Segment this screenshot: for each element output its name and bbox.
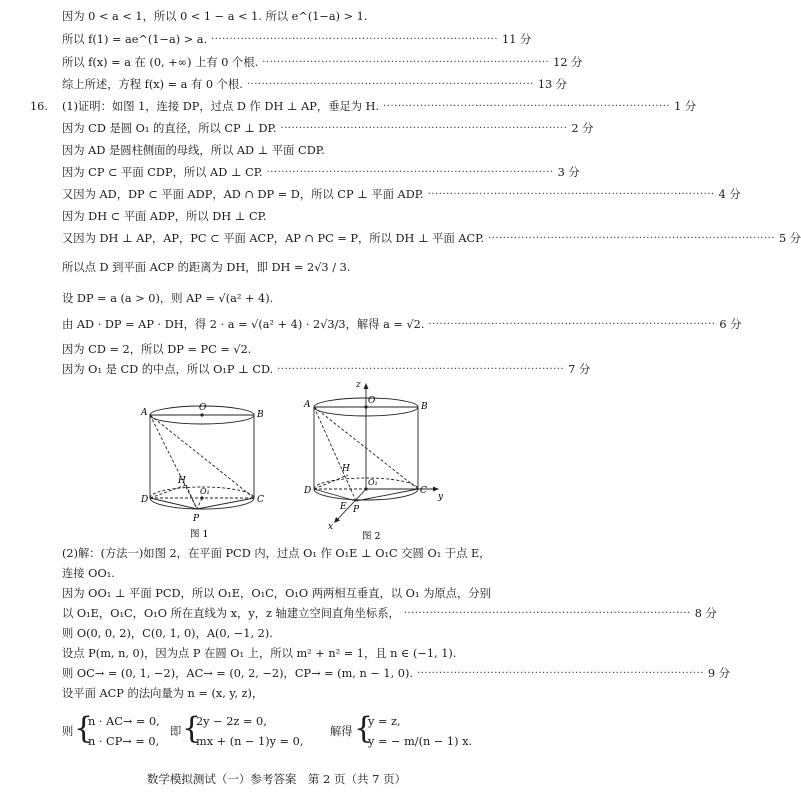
- figure-2: [298, 379, 448, 543]
- line-text: 又因为 DH ⊥ AP，AP，PC ⊂ 平面 ACP，AP ∩ PC = P，所以 DH ⊥ 平面 ACP.: [62, 232, 485, 245]
- text-line: [62, 646, 531, 661]
- point-o: [200, 413, 203, 416]
- line-dh: [314, 475, 348, 489]
- text-line: [62, 342, 531, 357]
- system-right-eq2: y = − m/(n − 1) x.: [368, 735, 473, 748]
- leader-dots: ··············································································: [416, 668, 704, 679]
- label-c: C: [257, 495, 264, 505]
- line-text: 又因为 AD，DP ⊂ 平面 ADP，AD ∩ DP = D，所以 CP ⊥ 平面 ADP.: [62, 188, 424, 201]
- system-right-eq1: y = z,: [368, 715, 401, 728]
- text-line: [62, 626, 531, 641]
- text-line: [62, 187, 741, 202]
- line-text: 因为 CD 是圆 O₁ 的直径，所以 CP ⊥ DP.: [62, 122, 277, 135]
- line-ap: [150, 415, 197, 509]
- system-solve-prefix: 解得: [330, 725, 353, 738]
- text-line: [62, 121, 594, 136]
- score-label: 2 分: [571, 122, 594, 135]
- text-line: [62, 9, 531, 24]
- text-line: [62, 165, 580, 180]
- text-line: [62, 686, 531, 701]
- line-text: 所以点 D 到平面 ACP 的距离为 DH，即 DH = 2√3 / 3.: [62, 261, 351, 274]
- line-text: (1)证明：如图 1，连接 DP，过点 D 作 DH ⊥ AP，垂足为 H.: [62, 100, 380, 113]
- system-left-eq1: n · AC→ = 0,: [88, 715, 160, 728]
- score-label: 1 分: [674, 100, 697, 113]
- label-c: C: [420, 486, 427, 496]
- line-pc: [197, 498, 254, 509]
- text-line: [62, 55, 583, 70]
- text-line: [62, 32, 531, 47]
- right-brace: {: [354, 711, 374, 746]
- equation-system: [62, 708, 532, 756]
- label-x: x: [328, 522, 334, 532]
- leader-dots: ··············································································: [246, 79, 534, 90]
- line-text: 则 O(0, 0, 2)，C(0, 1, 0)，A(0, −1, 2).: [62, 627, 273, 640]
- text-line: [62, 546, 531, 561]
- label-o1: O₁: [200, 487, 210, 496]
- text-line: [62, 209, 531, 224]
- text-line: [62, 317, 742, 332]
- text-line: [62, 606, 717, 621]
- figure-2-caption: 图 2: [362, 531, 381, 542]
- line-ap: [314, 407, 356, 501]
- label-y: y: [438, 492, 444, 502]
- score-label: 5 分: [779, 232, 801, 245]
- line-dp: [314, 489, 356, 501]
- text-line: [62, 260, 531, 275]
- bottom-arc-front: [150, 498, 254, 509]
- y-arrow: [433, 487, 439, 492]
- score-label: 11 分: [502, 33, 532, 46]
- bottom-arc-front: [314, 489, 418, 500]
- leader-dots: ··············································································: [403, 608, 691, 619]
- figure-1-caption: 图 1: [190, 529, 209, 540]
- text-line: [62, 77, 568, 92]
- line-text: 设点 P(m, n, 0)，因为点 P 在圆 O₁ 上，所以 m² + n² = 1，且 n ∈ (−1, 1).: [62, 647, 457, 660]
- line-text: 设 DP = a (a > 0)，则 AP = √(a² + 4).: [62, 292, 274, 305]
- label-d: D: [304, 486, 312, 496]
- score-label: 6 分: [719, 318, 742, 331]
- line-text: 因为 CD = 2，所以 DP = PC = √2.: [62, 343, 252, 356]
- line-text: (2)解：(方法一)如图 2，在平面 PCD 内，过点 O₁ 作 O₁E ⊥ O₁C 交圆 O₁ 于点 E，: [62, 547, 491, 560]
- score-label: 13 分: [537, 78, 568, 91]
- point-o1: [364, 487, 367, 490]
- text-line: [62, 362, 591, 377]
- line-text: 由 AD · DP = AP · DH，得 2 · a = √(a² + 4) · 2√3/3，解得 a = √2.: [62, 318, 425, 331]
- label-a: A: [141, 408, 148, 418]
- point-o1: [200, 496, 203, 499]
- label-p: P: [193, 514, 200, 524]
- label-p: P: [353, 505, 360, 515]
- system-mid-eq1: 2y − 2z = 0,: [196, 715, 267, 728]
- leader-dots: ··············································································: [262, 57, 550, 68]
- score-label: 8 分: [694, 607, 717, 620]
- leader-dots: ··············································································: [277, 364, 565, 375]
- line-text: 所以 f(1) = ae^(1−a) > a.: [62, 33, 208, 46]
- leader-dots: ··············································································: [211, 34, 499, 45]
- score-label: 4 分: [718, 188, 741, 201]
- system-mid-eq2: mx + (n − 1)y = 0,: [196, 735, 304, 748]
- line-text: 因为 AD 是圆柱侧面的母线，所以 AD ⊥ 平面 CDP.: [62, 144, 325, 157]
- label-h: H: [342, 464, 350, 474]
- label-b: B: [257, 410, 264, 420]
- text-line: [62, 566, 531, 581]
- figure-1: [140, 395, 270, 543]
- system-mid-prefix: 即: [170, 725, 182, 738]
- leader-dots: ··············································································: [266, 167, 554, 178]
- line-text: 则 OC→ = (0, 1, −2)，AC→ = (0, 2, −2)，CP→ = (m, n − 1, 0).: [62, 667, 413, 680]
- line-text: 因为 0 < a < 1，所以 0 < 1 − a < 1. 所以 e^(1−a) > 1.: [62, 10, 368, 23]
- text-line: [62, 231, 801, 246]
- label-a: A: [304, 400, 311, 410]
- label-h: H: [178, 476, 186, 486]
- line-dh: [150, 485, 186, 498]
- label-b: B: [421, 402, 428, 412]
- text-line: [62, 99, 697, 114]
- mid-brace: {: [182, 711, 202, 746]
- page-footer: 数学模拟测试（一）参考答案 第 2 页（共 7 页）: [146, 772, 407, 786]
- line-text: 因为 OO₁ ⊥ 平面 PCD，所以 O₁E，O₁C，O₁O 两两相互垂直，以 O₁ 为原点，分别: [62, 587, 491, 600]
- score-label: 12 分: [553, 56, 583, 69]
- left-brace: {: [74, 711, 94, 746]
- system-prefix: 则: [62, 725, 74, 738]
- line-text: 因为 CP ⊂ 平面 CDP，所以 AD ⊥ CP.: [62, 166, 263, 179]
- score-label: 7 分: [568, 363, 591, 376]
- line-ac: [150, 415, 254, 498]
- leader-dots: ··············································································: [488, 233, 776, 244]
- label-o: O: [199, 403, 207, 413]
- line-text: 以 O₁E，O₁C，O₁O 所在直线为 x，y，z 轴建立空间直角坐标系，: [62, 607, 400, 620]
- score-label: 9 分: [707, 667, 730, 680]
- text-line: [62, 143, 531, 158]
- text-line: [62, 291, 531, 306]
- label-o: O: [368, 396, 376, 406]
- question-number: 16.: [30, 100, 48, 113]
- line-text: 所以 f(x) = a 在 (0, +∞) 上有 0 个根.: [62, 56, 259, 69]
- line-o1p: [197, 498, 202, 509]
- label-z: z: [356, 380, 361, 390]
- line-text: 因为 O₁ 是 CD 的中点，所以 O₁P ⊥ CD.: [62, 363, 274, 376]
- text-line: [62, 586, 531, 601]
- line-text: 因为 DH ⊂ 平面 ADP，所以 DH ⊥ CP.: [62, 210, 267, 223]
- system-left-eq2: n · CP→ = 0,: [88, 735, 160, 748]
- line-text: 连接 OO₁.: [62, 567, 115, 580]
- leader-dots: ··············································································: [280, 123, 568, 134]
- leader-dots: ··············································································: [383, 101, 671, 112]
- score-label: 3 分: [557, 166, 580, 179]
- label-o1: O₁: [368, 478, 378, 487]
- label-e: E: [340, 502, 347, 512]
- leader-dots: ··············································································: [428, 319, 716, 330]
- line-text: 设平面 ACP 的法向量为 n = (x, y, z)，: [62, 687, 264, 700]
- label-d: D: [141, 495, 149, 505]
- text-line: [62, 666, 730, 681]
- line-text: 综上所述，方程 f(x) = a 有 0 个根.: [62, 78, 243, 91]
- z-arrow: [364, 383, 369, 389]
- leader-dots: ··············································································: [427, 189, 715, 200]
